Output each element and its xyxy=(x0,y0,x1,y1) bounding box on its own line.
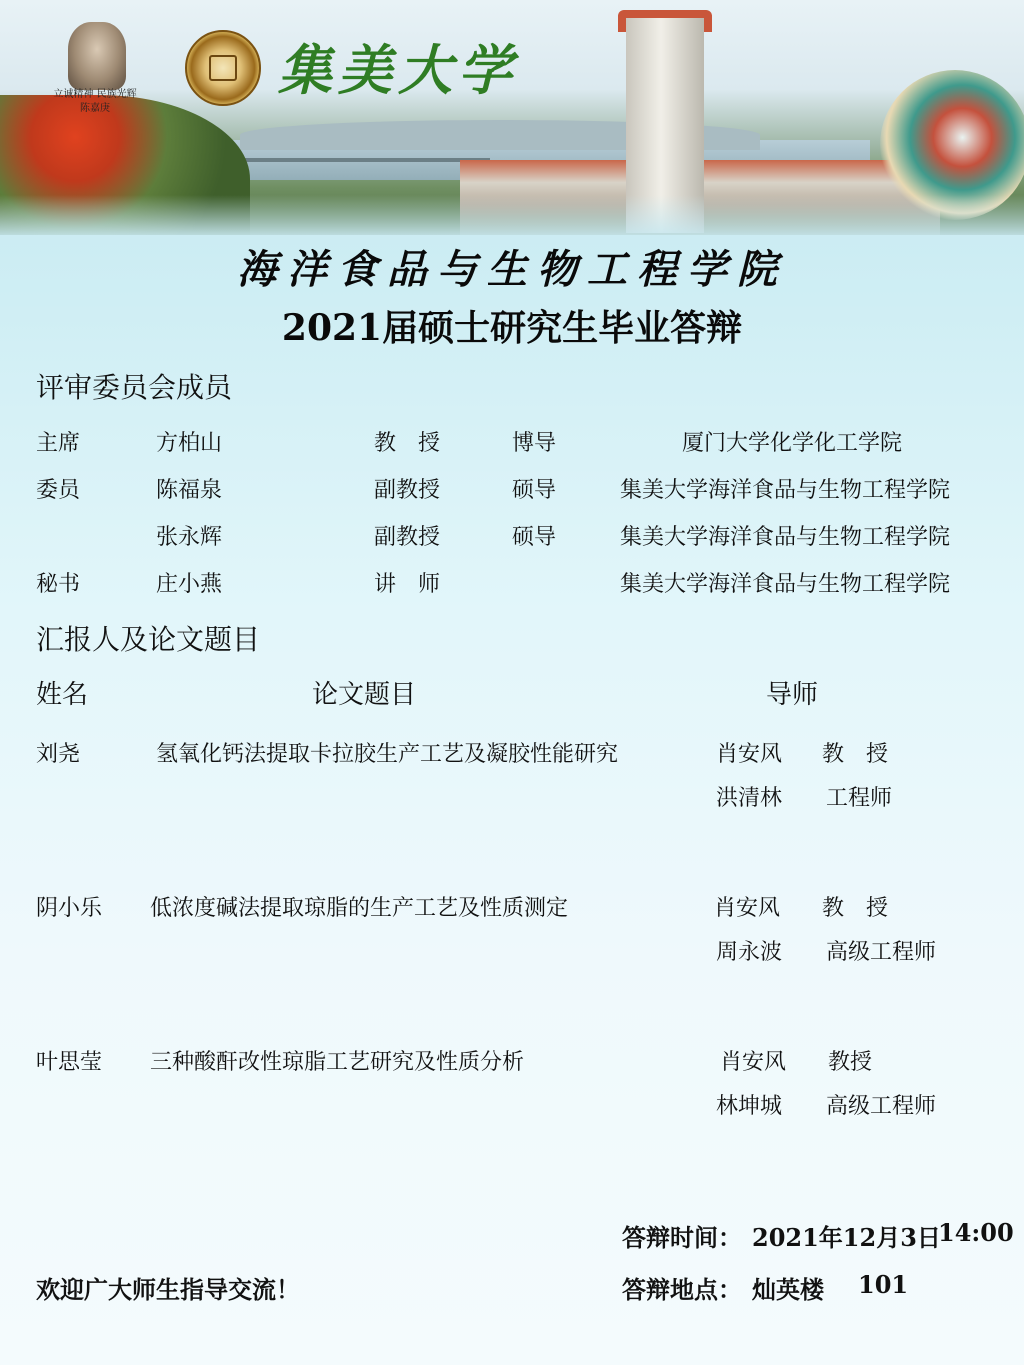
defense-place-building: 灿英楼 xyxy=(752,1276,824,1304)
advisor-title: 教 授 xyxy=(822,896,889,921)
thesis-title: 氢氧化钙法提取卡拉胶生产工艺及凝胶性能研究 xyxy=(156,742,619,767)
committee-name: 方柏山 xyxy=(156,431,223,456)
university-name: 集美大学 xyxy=(278,38,518,102)
portrait-caption-line2: 陈嘉庚 xyxy=(80,103,110,114)
committee-supervisor: 硕导 xyxy=(512,525,557,550)
presenter-name: 阴小乐 xyxy=(36,896,103,921)
committee-supervisor: 博导 xyxy=(512,431,557,456)
defense-place-label: 答辩地点： xyxy=(622,1276,742,1304)
committee-title: 讲 师 xyxy=(374,572,441,597)
defense-time-clock: 14:00 xyxy=(938,1218,1014,1247)
committee-title: 副教授 xyxy=(374,478,441,503)
founder-portrait xyxy=(68,22,126,90)
committee-supervisor: 硕导 xyxy=(512,478,557,503)
col-header-name: 姓名 xyxy=(36,680,89,710)
advisor-name: 周永波 xyxy=(716,940,783,965)
event-title: 2021届硕士研究生毕业答辩 xyxy=(281,307,743,349)
advisor-title: 工程师 xyxy=(826,786,893,811)
banner-fade xyxy=(0,195,1024,235)
col-header-thesis: 论文题目 xyxy=(312,680,417,710)
banner-bridge xyxy=(230,158,490,162)
committee-name: 陈福泉 xyxy=(156,478,223,503)
committee-unit: 集美大学海洋食品与生物工程学院 xyxy=(620,478,951,503)
col-header-advisor: 导师 xyxy=(766,680,819,710)
thesis-title: 低浓度碱法提取琼脂的生产工艺及性质测定 xyxy=(150,896,569,921)
committee-title: 教 授 xyxy=(374,431,441,456)
committee-role: 秘书 xyxy=(36,572,81,597)
defense-time-date: 2021年12月3日 xyxy=(752,1223,941,1252)
defense-time-label: 答辩时间： xyxy=(622,1224,742,1252)
committee-role: 委员 xyxy=(36,478,81,503)
advisor-name: 洪清林 xyxy=(716,786,783,811)
thesis-title: 三种酸酐改性琼脂工艺研究及性质分析 xyxy=(150,1050,525,1075)
committee-unit: 集美大学海洋食品与生物工程学院 xyxy=(620,572,951,597)
presenter-name: 刘尧 xyxy=(36,742,81,767)
college-title: 海洋食品与生物工程学院 xyxy=(237,246,787,293)
advisor-name: 肖安风 xyxy=(714,896,781,921)
committee-name: 张永辉 xyxy=(156,525,223,550)
defense-place-room: 101 xyxy=(858,1270,909,1299)
committee-unit: 厦门大学化学化工学院 xyxy=(682,431,903,456)
committee-role: 主席 xyxy=(36,431,81,456)
presenters-heading: 汇报人及论文题目 xyxy=(36,623,261,656)
presenter-name: 叶思莹 xyxy=(36,1050,103,1075)
university-logo-emblem xyxy=(209,55,237,81)
advisor-name: 林坤城 xyxy=(716,1094,783,1119)
committee-unit: 集美大学海洋食品与生物工程学院 xyxy=(620,525,951,550)
welcome-message: 欢迎广大师生指导交流！ xyxy=(36,1276,300,1304)
portrait-caption xyxy=(40,88,150,116)
advisor-title: 教授 xyxy=(828,1050,873,1075)
committee-name: 庄小燕 xyxy=(156,572,223,597)
advisor-title: 高级工程师 xyxy=(826,940,937,965)
committee-title: 副教授 xyxy=(374,525,441,550)
advisor-name: 肖安风 xyxy=(716,742,783,767)
committee-heading: 评审委员会成员 xyxy=(36,371,233,404)
advisor-name: 肖安风 xyxy=(720,1050,787,1075)
advisor-title: 高级工程师 xyxy=(826,1094,937,1119)
portrait-caption-line1: 立诚精神 民族光辉 xyxy=(53,89,137,100)
advisor-title: 教 授 xyxy=(822,742,889,767)
